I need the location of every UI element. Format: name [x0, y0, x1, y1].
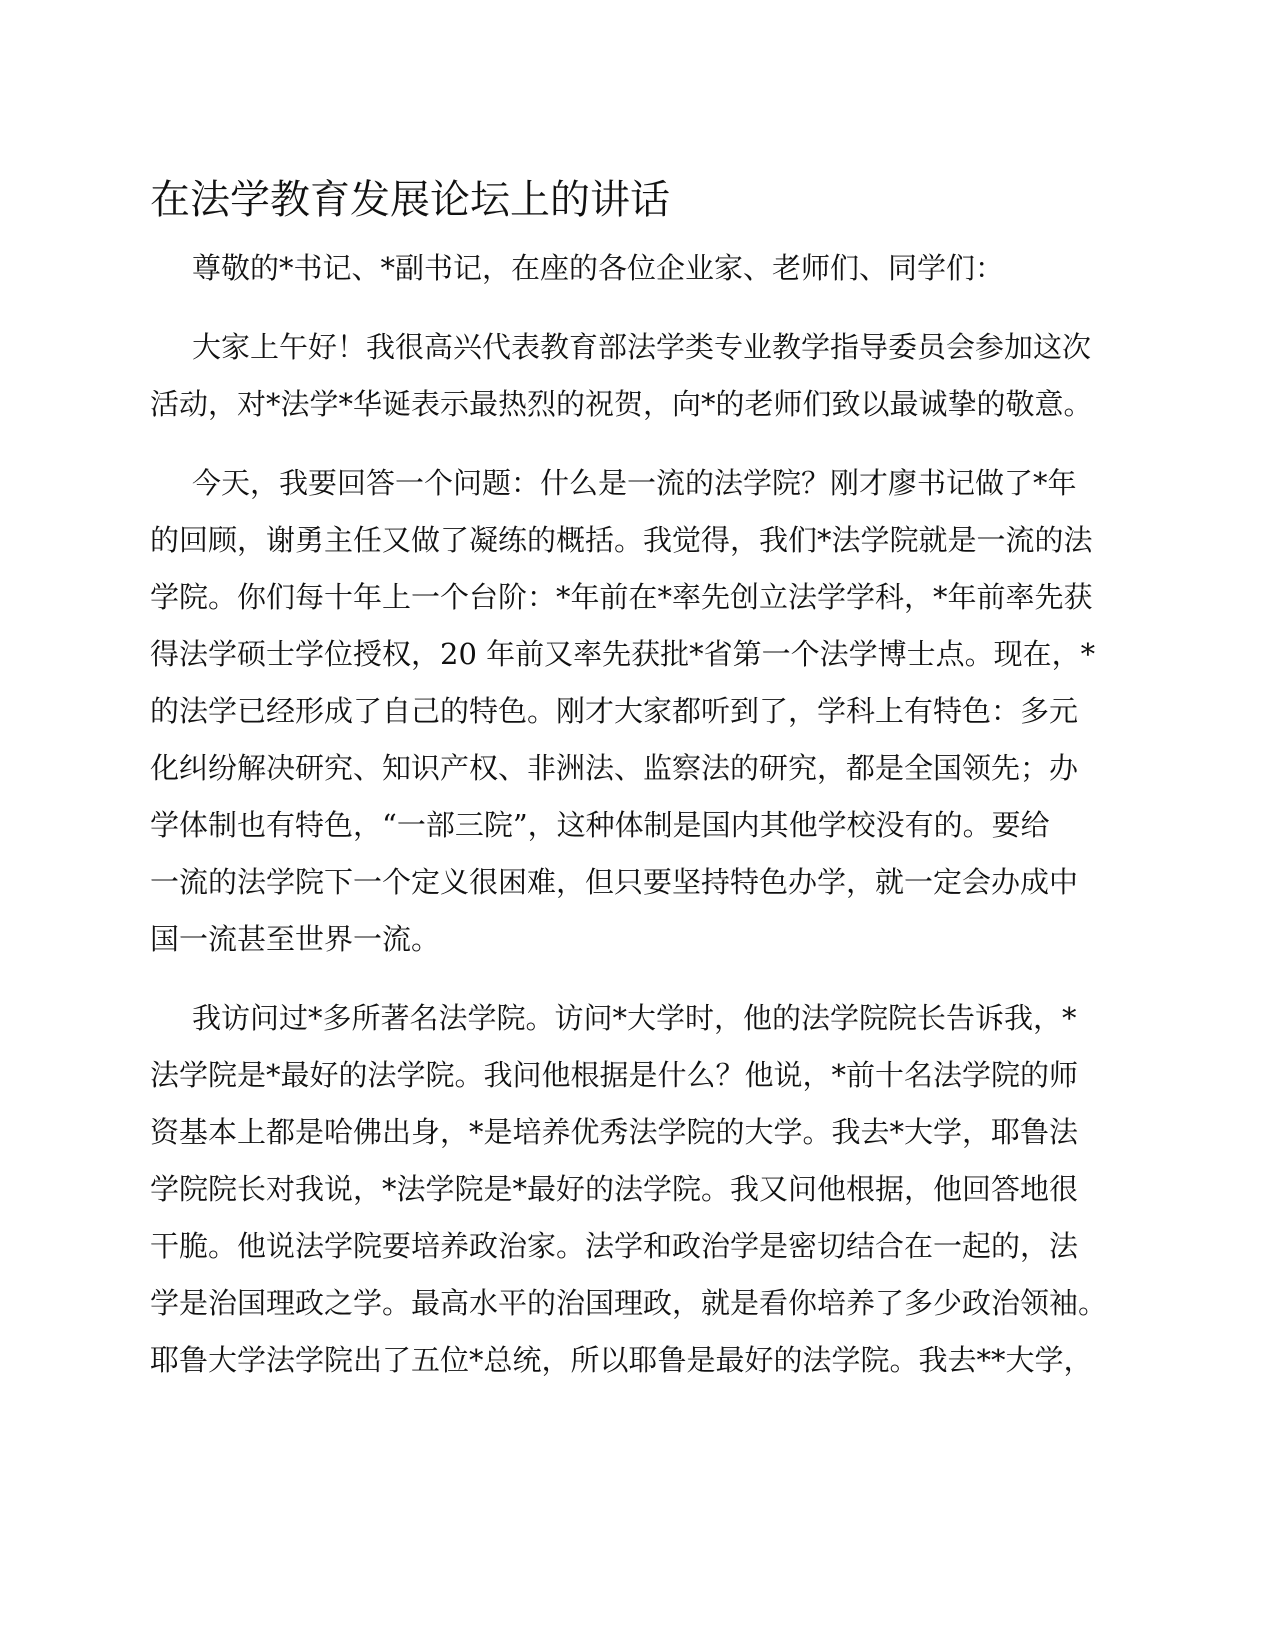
paragraph-visits: [150, 990, 1110, 1389]
paragraph-greeting: [150, 319, 1110, 433]
paragraph-line: 活动，对*法学*华诞表示最热烈的祝贺，向*的老师们致以最诚挚的敬意。: [150, 387, 1093, 421]
paragraph-line: 得法学硕士学位授权，20 年前又率先获批*省第一个法学博士点。现在，*: [150, 637, 1096, 671]
paragraph-line: 干脆。他说法学院要培养政治家。法学和政治学是密切结合在一起的，法: [150, 1229, 1079, 1263]
paragraph-line: 学是治国理政之学。最高水平的治国理政，就是看你培养了多少政治领袖。: [150, 1286, 1108, 1320]
paragraph-line: 法学院是*最好的法学院。我问他根据是什么？他说，*前十名法学院的师: [150, 1058, 1079, 1092]
paragraph-spacer: [150, 968, 1110, 990]
paragraph-line: 国一流甚至世界一流。: [150, 922, 441, 956]
paragraph-line: 的法学已经形成了自己的特色。刚才大家都听到了，学科上有特色：多元: [150, 694, 1079, 728]
paragraph-line: 化纠纷解决研究、知识产权、非洲法、监察法的研究，都是全国领先；办: [150, 751, 1079, 785]
paragraph-line: 学体制也有特色，“一部三院”，这种体制是国内其他学校没有的。要给: [150, 808, 1050, 842]
paragraph-line: 大家上午好！我很高兴代表教育部法学类专业教学指导委员会参加这次: [192, 330, 1092, 364]
paragraph-line: 耶鲁大学法学院出了五位*总统，所以耶鲁是最好的法学院。我去**大学，: [150, 1343, 1093, 1377]
paragraph-line: 学院。你们每十年上一个台阶：*年前在*率先创立法学学科，*年前率先获: [150, 580, 1093, 614]
paragraph-line: 尊敬的*书记、*副书记，在座的各位企业家、老师们、同学们：: [192, 251, 1005, 285]
document-page: [150, 170, 1110, 1389]
paragraph-line: 今天，我要回答一个问题：什么是一流的法学院？刚才廖书记做了*年: [192, 466, 1077, 500]
paragraph-salutation: [150, 240, 1110, 297]
paragraph-line: 我访问过*多所著名法学院。访问*大学时，他的法学院院长告诉我，*: [192, 1001, 1077, 1035]
paragraph-line: 的回顾，谢勇主任又做了凝练的概括。我觉得，我们*法学院就是一流的法: [150, 523, 1093, 557]
paragraph-line: 一流的法学院下一个定义很困难，但只要坚持特色办学，就一定会办成中: [150, 865, 1079, 899]
paragraph-spacer: [150, 297, 1110, 319]
paragraph-first-class-law-school: [150, 455, 1110, 968]
paragraph-spacer: [150, 433, 1110, 455]
paragraph-line: 资基本上都是哈佛出身，*是培养优秀法学院的大学。我去*大学，耶鲁法: [150, 1115, 1079, 1149]
paragraph-line: 学院院长对我说，*法学院是*最好的法学院。我又问他根据，他回答地很: [150, 1172, 1079, 1206]
document-title: 在法学教育发展论坛上的讲话: [150, 177, 670, 223]
